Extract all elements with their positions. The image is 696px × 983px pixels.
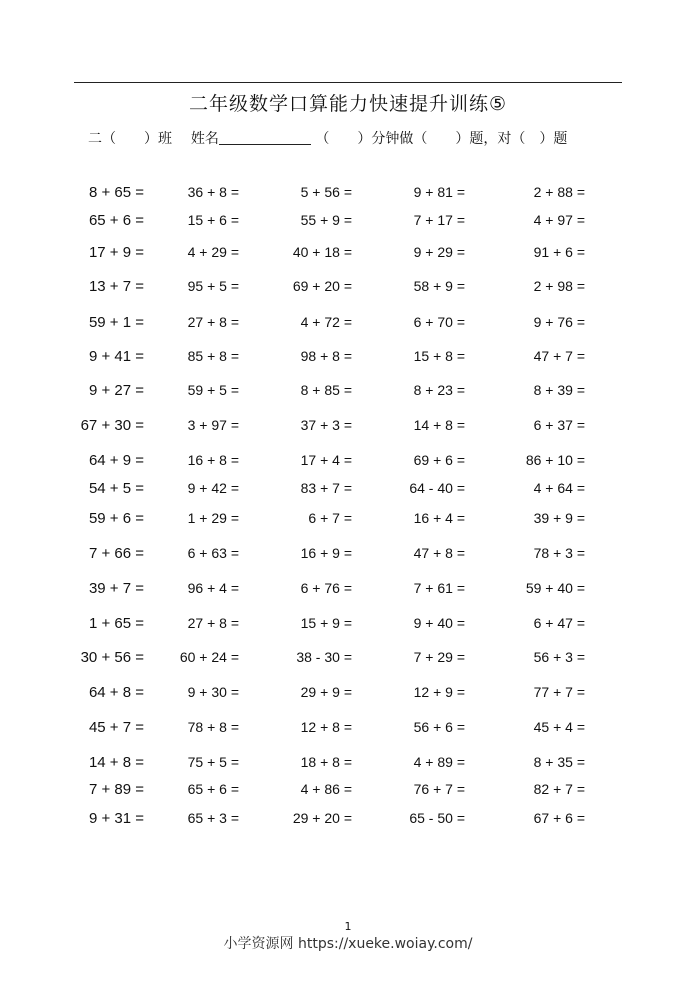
arithmetic-problem: 9 + 27 = (88, 382, 144, 399)
arithmetic-problem: 9 + 40 = (413, 615, 465, 631)
arithmetic-problem: 1 + 65 = (88, 615, 144, 632)
arithmetic-problem: 16 + 8 = (187, 452, 239, 468)
arithmetic-problem: 2 + 98 = (533, 278, 585, 294)
arithmetic-problem: 5 + 56 = (300, 184, 352, 200)
arithmetic-problem: 14 + 8 = (413, 417, 465, 433)
arithmetic-problem: 4 + 97 = (533, 212, 585, 228)
arithmetic-problem: 95 + 5 = (187, 278, 239, 294)
arithmetic-problem: 75 + 5 = (187, 754, 239, 770)
arithmetic-problem: 69 + 6 = (413, 452, 465, 468)
arithmetic-problem: 6 + 63 = (187, 545, 239, 561)
arithmetic-problem: 39 + 7 = (88, 580, 144, 597)
arithmetic-problem: 29 + 20 = (292, 810, 352, 826)
name-label: 姓名 (190, 131, 219, 147)
arithmetic-problem: 4 + 64 = (533, 480, 585, 496)
arithmetic-problem: 64 + 8 = (88, 684, 144, 701)
arithmetic-problem: 14 + 8 = (88, 754, 144, 771)
arithmetic-problem: 55 + 9 = (300, 212, 352, 228)
arithmetic-problem: 83 + 7 = (300, 480, 352, 496)
arithmetic-problem: 67 + 30 = (80, 417, 144, 434)
arithmetic-problem: 4 + 86 = (300, 781, 352, 797)
arithmetic-problem: 9 + 42 = (187, 480, 239, 496)
arithmetic-problem: 69 + 20 = (292, 278, 352, 294)
arithmetic-problem: 18 + 8 = (300, 754, 352, 770)
arithmetic-problem: 7 + 89 = (88, 781, 144, 798)
arithmetic-problem: 64 + 9 = (88, 452, 144, 469)
arithmetic-problem: 65 + 6 = (187, 781, 239, 797)
arithmetic-problem: 17 + 4 = (300, 452, 352, 468)
arithmetic-problem: 85 + 8 = (187, 348, 239, 364)
arithmetic-problem: 9 + 31 = (88, 810, 144, 827)
arithmetic-problem: 59 + 40 = (525, 580, 585, 596)
arithmetic-problem: 59 + 5 = (187, 382, 239, 398)
arithmetic-problem: 56 + 6 = (413, 719, 465, 735)
page-number: 1 (344, 920, 352, 933)
arithmetic-problem: 16 + 4 = (413, 510, 465, 526)
arithmetic-problem: 7 + 29 = (413, 649, 465, 665)
arithmetic-problem: 12 + 9 = (413, 684, 465, 700)
arithmetic-problem: 9 + 81 = (413, 184, 465, 200)
arithmetic-problem: 7 + 61 = (413, 580, 465, 596)
arithmetic-problem: 4 + 72 = (300, 314, 352, 330)
arithmetic-problem: 78 + 8 = (187, 719, 239, 735)
arithmetic-problem: 9 + 29 = (413, 244, 465, 260)
arithmetic-problem: 39 + 9 = (533, 510, 585, 526)
arithmetic-problem: 9 + 41 = (88, 348, 144, 365)
arithmetic-problem: 76 + 7 = (413, 781, 465, 797)
arithmetic-problem: 45 + 7 = (88, 719, 144, 736)
arithmetic-problem: 65 + 3 = (187, 810, 239, 826)
arithmetic-problem: 2 + 88 = (533, 184, 585, 200)
arithmetic-problem: 67 + 6 = (533, 810, 585, 826)
arithmetic-problem: 78 + 3 = (533, 545, 585, 561)
arithmetic-problem: 16 + 9 = (300, 545, 352, 561)
arithmetic-problem: 96 + 4 = (187, 580, 239, 596)
arithmetic-problem: 59 + 1 = (88, 314, 144, 331)
time-score-field: （ ）分钟做（ ）题，对（ ）题 (315, 131, 568, 147)
arithmetic-problem: 59 + 6 = (88, 510, 144, 527)
arithmetic-problem: 77 + 7 = (533, 684, 585, 700)
arithmetic-problem: 91 + 6 = (533, 244, 585, 260)
footer-source: 小学资源网 https://xueke.woiay.com/ (223, 936, 473, 952)
arithmetic-problem: 45 + 4 = (533, 719, 585, 735)
arithmetic-problem: 6 + 37 = (533, 417, 585, 433)
arithmetic-problem: 27 + 8 = (187, 314, 239, 330)
arithmetic-problem: 47 + 7 = (533, 348, 585, 364)
arithmetic-problem: 54 + 5 = (88, 480, 144, 497)
arithmetic-problem: 17 + 9 = (88, 244, 144, 261)
arithmetic-problem: 4 + 89 = (413, 754, 465, 770)
arithmetic-problem: 6 + 70 = (413, 314, 465, 330)
arithmetic-problem: 36 + 8 = (187, 184, 239, 200)
arithmetic-problem: 7 + 66 = (88, 545, 144, 562)
arithmetic-problem: 8 + 85 = (300, 382, 352, 398)
arithmetic-problem: 64 - 40 = (409, 480, 465, 496)
arithmetic-problem: 38 - 30 = (296, 649, 352, 665)
arithmetic-problem: 9 + 30 = (187, 684, 239, 700)
arithmetic-problem: 40 + 18 = (292, 244, 352, 260)
arithmetic-problem: 29 + 9 = (300, 684, 352, 700)
arithmetic-problem: 4 + 29 = (187, 244, 239, 260)
arithmetic-problem: 1 + 29 = (187, 510, 239, 526)
worksheet-title: 二年级数学口算能力快速提升训练⑤ (188, 93, 508, 115)
arithmetic-problem: 15 + 8 = (413, 348, 465, 364)
arithmetic-problem: 82 + 7 = (533, 781, 585, 797)
arithmetic-problem: 13 + 7 = (88, 278, 144, 295)
arithmetic-problem: 6 + 7 = (308, 510, 352, 526)
arithmetic-problem: 56 + 3 = (533, 649, 585, 665)
arithmetic-problem: 8 + 35 = (533, 754, 585, 770)
arithmetic-problem: 7 + 17 = (413, 212, 465, 228)
arithmetic-problem: 27 + 8 = (187, 615, 239, 631)
arithmetic-problem: 8 + 65 = (88, 184, 144, 201)
arithmetic-problem: 98 + 8 = (300, 348, 352, 364)
arithmetic-problem: 12 + 8 = (300, 719, 352, 735)
arithmetic-problem: 30 + 56 = (80, 649, 144, 666)
arithmetic-problem: 15 + 6 = (187, 212, 239, 228)
arithmetic-problem: 65 - 50 = (409, 810, 465, 826)
arithmetic-problem: 37 + 3 = (300, 417, 352, 433)
arithmetic-problem: 60 + 24 = (179, 649, 239, 665)
arithmetic-problem: 47 + 8 = (413, 545, 465, 561)
arithmetic-problem: 3 + 97 = (187, 417, 239, 433)
arithmetic-problem: 65 + 6 = (88, 212, 144, 229)
arithmetic-problem: 9 + 76 = (533, 314, 585, 330)
arithmetic-problem: 15 + 9 = (300, 615, 352, 631)
arithmetic-problem: 6 + 76 = (300, 580, 352, 596)
arithmetic-problem: 86 + 10 = (525, 452, 585, 468)
arithmetic-problem: 58 + 9 = (413, 278, 465, 294)
arithmetic-problem: 8 + 23 = (413, 382, 465, 398)
arithmetic-problem: 8 + 39 = (533, 382, 585, 398)
class-field: 二（ ）班 (88, 131, 172, 147)
arithmetic-problem: 6 + 47 = (533, 615, 585, 631)
